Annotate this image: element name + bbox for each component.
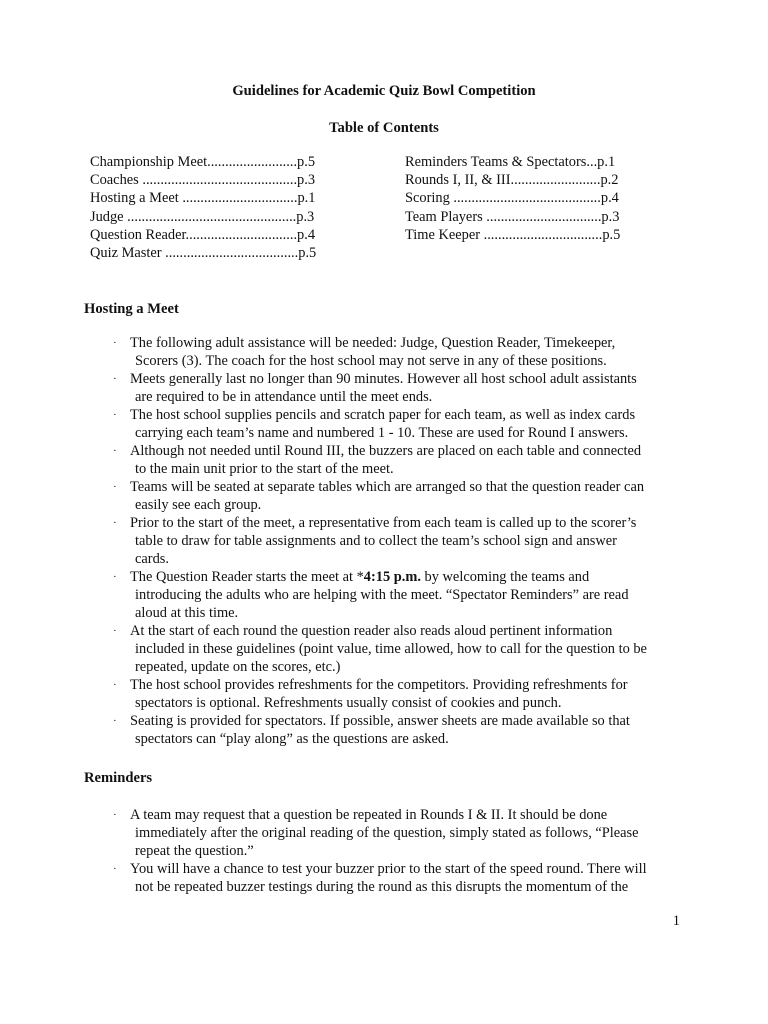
bullet-marker: · bbox=[113, 517, 117, 529]
toc-entry: Hosting a Meet ................................p.1 bbox=[90, 190, 316, 207]
reminders-list bbox=[113, 806, 713, 896]
list-item bbox=[113, 712, 713, 748]
toc-entry: Judge ...............................................p.3 bbox=[90, 208, 315, 225]
list-item bbox=[113, 860, 713, 896]
line-text: repeat the question.” bbox=[135, 843, 254, 859]
bullet-marker: · bbox=[113, 809, 117, 821]
line-text: spectators can “play along” as the questions are asked. bbox=[135, 731, 449, 747]
line-text: Meets generally last no longer than 90 minutes. However all host school adult assistants bbox=[130, 371, 637, 387]
page-number: 1 bbox=[672, 913, 680, 929]
line-text: to the main unit prior to the start of the meet. bbox=[135, 461, 394, 477]
bullet-marker: · bbox=[113, 863, 117, 875]
list-item bbox=[113, 676, 713, 712]
list-item bbox=[113, 514, 713, 568]
bullet-marker: · bbox=[113, 409, 117, 421]
line-text: Prior to the start of the meet, a representative from each team is called up to the scorer’s bbox=[130, 515, 637, 531]
toc-entry: Question Reader...............................p.4 bbox=[90, 226, 316, 243]
toc-right-column bbox=[405, 153, 620, 244]
list-item bbox=[113, 406, 713, 442]
line-text: introducing the adults who are helping with the meet. “Spectator Reminders” are read bbox=[135, 587, 629, 603]
toc-entry: Reminders Teams & Spectators...p.1 bbox=[405, 154, 616, 170]
bullet-marker: · bbox=[113, 445, 117, 457]
line-text: The host school provides refreshments for the competitors. Providing refreshments for bbox=[130, 677, 628, 693]
bullet-marker: · bbox=[113, 571, 117, 583]
line-text: are required to be in attendance until the meet ends. bbox=[135, 389, 433, 405]
list-item bbox=[113, 442, 713, 478]
line-text: not be repeated buzzer testings during the round as this disrupts the momentum of the bbox=[135, 879, 629, 895]
list-item bbox=[113, 568, 713, 622]
line-text: included in these guidelines (point value, time allowed, how to call for the question to be bbox=[135, 641, 647, 657]
list-item bbox=[113, 334, 713, 370]
bullet-marker: · bbox=[113, 715, 117, 727]
bullet-marker: · bbox=[113, 625, 117, 637]
toc-entry: Scoring .........................................p.4 bbox=[405, 190, 619, 207]
list-item bbox=[113, 370, 713, 406]
line-text: spectators is optional. Refreshments usually consist of cookies and punch. bbox=[135, 695, 562, 711]
toc-left-column bbox=[90, 153, 316, 262]
toc-title: Table of Contents bbox=[329, 120, 439, 136]
list-item bbox=[113, 806, 713, 860]
line-text: Scorers (3). The coach for the host school may not serve in any of these positions. bbox=[135, 353, 607, 369]
toc-entry: Coaches ...........................................p.3 bbox=[90, 172, 316, 189]
line-text: repeated, update on the scores, etc.) bbox=[135, 659, 341, 675]
line-text-end: by welcoming the teams and bbox=[420, 569, 590, 585]
line-text: A team may request that a question be repeated in Rounds I & II. It should be done bbox=[130, 807, 608, 823]
line-text: easily see each group. bbox=[135, 497, 262, 513]
line-text-start: The Question Reader starts the meet at * bbox=[130, 569, 364, 585]
line-text: Seating is provided for spectators. If possible, answer sheets are made available so that bbox=[130, 713, 630, 729]
start-time: 4:15 p.m. bbox=[363, 569, 421, 585]
line-text: aloud at this time. bbox=[135, 605, 239, 621]
line-text: Teams will be seated at separate tables which are arranged so that the question reader can bbox=[130, 479, 645, 495]
bullet-marker: · bbox=[113, 481, 117, 493]
toc-entry: Championship Meet.........................p.5 bbox=[90, 154, 316, 170]
bullet-marker: · bbox=[113, 373, 117, 385]
line-text: The following adult assistance will be needed: Judge, Question Reader, Timekeeper, bbox=[130, 335, 616, 351]
line-text: immediately after the original reading of the question, simply stated as follows, “Please bbox=[135, 825, 639, 841]
toc-entry: Rounds I, II, & III.........................p.2 bbox=[405, 172, 619, 189]
line-text: carrying each team’s name and numbered 1 - 10. These are used for Round I answers. bbox=[135, 425, 629, 441]
line-text: At the start of each round the question reader also reads aloud pertinent information bbox=[130, 623, 613, 639]
list-item bbox=[113, 622, 713, 676]
toc-entry: Quiz Master .....................................p.5 bbox=[90, 244, 317, 261]
document-title: Guidelines for Academic Quiz Bowl Competition bbox=[232, 83, 536, 99]
bullet-marker: · bbox=[113, 337, 117, 349]
bullet-marker: · bbox=[113, 679, 117, 691]
hosting-list bbox=[113, 334, 713, 748]
line-text: You will have a chance to test your buzzer prior to the start of the speed round. There will bbox=[130, 861, 647, 877]
list-item bbox=[113, 478, 713, 514]
line-text: cards. bbox=[135, 551, 169, 567]
line-text bbox=[130, 568, 713, 586]
line-text: Although not needed until Round III, the buzzers are placed on each table and connected bbox=[130, 443, 642, 459]
reminders-heading: Reminders bbox=[84, 770, 153, 786]
line-text: table to draw for table assignments and to collect the team’s school sign and answer bbox=[135, 533, 617, 549]
line-text: The host school supplies pencils and scratch paper for each team, as well as index cards bbox=[130, 407, 636, 423]
hosting-heading: Hosting a Meet bbox=[84, 301, 179, 317]
toc-entry: Team Players ................................p.3 bbox=[405, 208, 620, 225]
toc-entry: Time Keeper .................................p.5 bbox=[405, 226, 621, 243]
